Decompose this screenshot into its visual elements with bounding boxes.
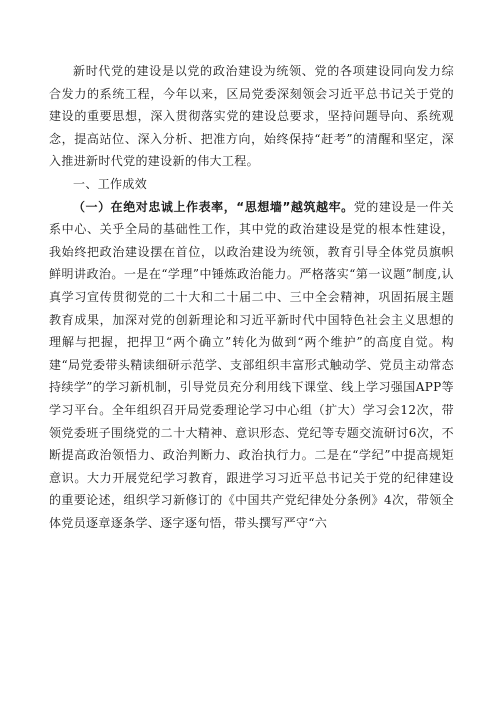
- subsection-paragraph: [49, 196, 454, 535]
- subsection-body: 党的建设是一件关系中心、关乎全局的基础性工作，其中党的政治建设是党的根本性建设，我始终把政治建设摆在首位，以政治建设为统领，教育引导全体党员旗帜鲜明讲政治。一是在“学理”中锤炼政治能力。严格落实“第一议题”制度,认真学习宣传贯彻党的二十大和二十届二中、三中全会精神，巩固拓展主题教育成果，加深对党的创新理论和习近平新时代中国特色社会主义思想的理解与把握，把捍卫“两个确立”转化为做到“两个维护”的高度自觉。构建“局党委带头精读细研示范学、支部组织丰富形式触动学、党员主动常态持续学”的学习新机制，引导党员充分利用线下课堂、线上学习强国APP等学习平台。全年组织召开局党委理论学习中心组（扩大）学习会12次，带领党委班子围绕党的二十大精神、意识形态、党纪等专题交流研讨6次，不断提高政治领悟力、政治判断力、政治执行力。二是在“学纪”中提高规矩意识。大力开展党纪学习教育，跟进学习习近平总书记关于党的纪律建设的重要论述，组织学习新修订的《中国共产党纪律处分条例》4次，带领全体党员逐章逐条学、逐字逐句悟，带头撰写严守“六: [49, 199, 454, 530]
- section-heading: 一、工作成效: [73, 176, 148, 191]
- intro-paragraph: 新时代党的建设是以党的政治建设为统领、党的各项建设同向发力综合发力的系统工程，今年以来，区局党委深刻领会习近平总书记关于党的建设的重要思想，深入贯彻落实党的建设总要求，坚持问题导向、系统观念，提高站位、深入分析、把准方向，始终保持“赶考”的清醒和坚定，深入推进新时代党的建设新的伟大工程。: [49, 64, 454, 169]
- subsection-heading: （一）在绝对忠诚上作表率，“思想墙”越筑越牢。: [73, 199, 354, 214]
